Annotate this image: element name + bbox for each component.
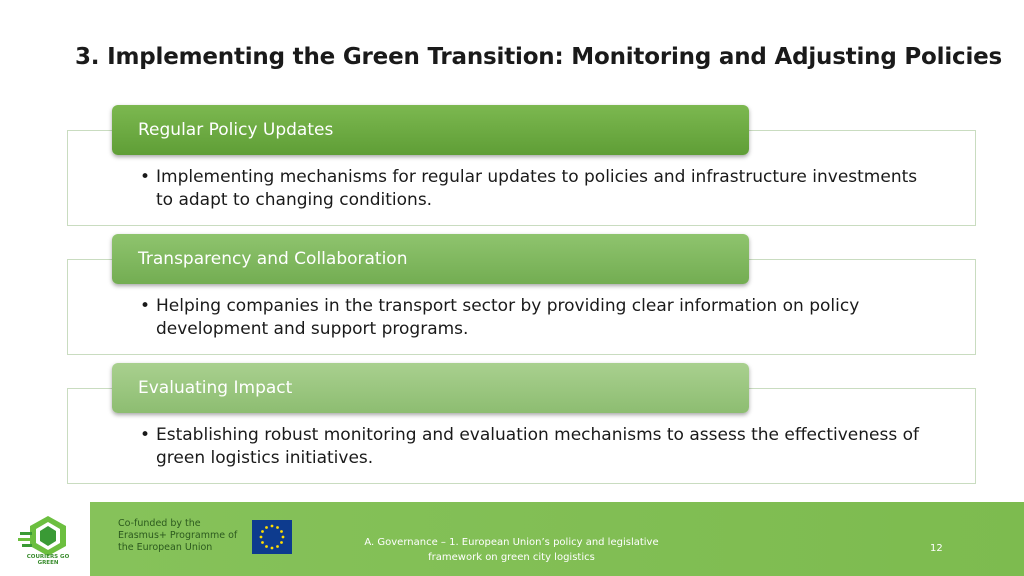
bullet-text: • Establishing robust monitoring and evaluation mechanisms to assess the effectiveness of green logistics initiatives. [140,424,920,470]
footer-bar [90,502,1024,576]
section-heading: Transparency and Collaboration [112,234,749,284]
footer-note-line1: A. Governance – 1. European Union’s policy and legislative [364,537,659,548]
eu-flag-icon [252,520,292,554]
section-heading: Regular Policy Updates [112,105,749,155]
footer-note-line2: framework on green city logistics [428,552,595,563]
bullet-text: • Implementing mechanisms for regular updates to policies and infrastructure investments to adapt to changing conditions. [140,166,920,212]
page-number: 12 [930,543,943,554]
couriers-go-green-logo-icon [16,514,80,568]
page-title: 3. Implementing the Green Transition: Monitoring and Adjusting Policies [75,44,1003,70]
logo-text: COURIERS GO GREEN [26,554,70,566]
cofunded-text: Co-funded by the Erasmus+ Programme of the European Union [118,518,238,553]
bullet-text: • Helping companies in the transport sector by providing clear information on policy development and support programs. [140,295,920,341]
section-heading: Evaluating Impact [112,363,749,413]
footer-note [340,535,683,565]
